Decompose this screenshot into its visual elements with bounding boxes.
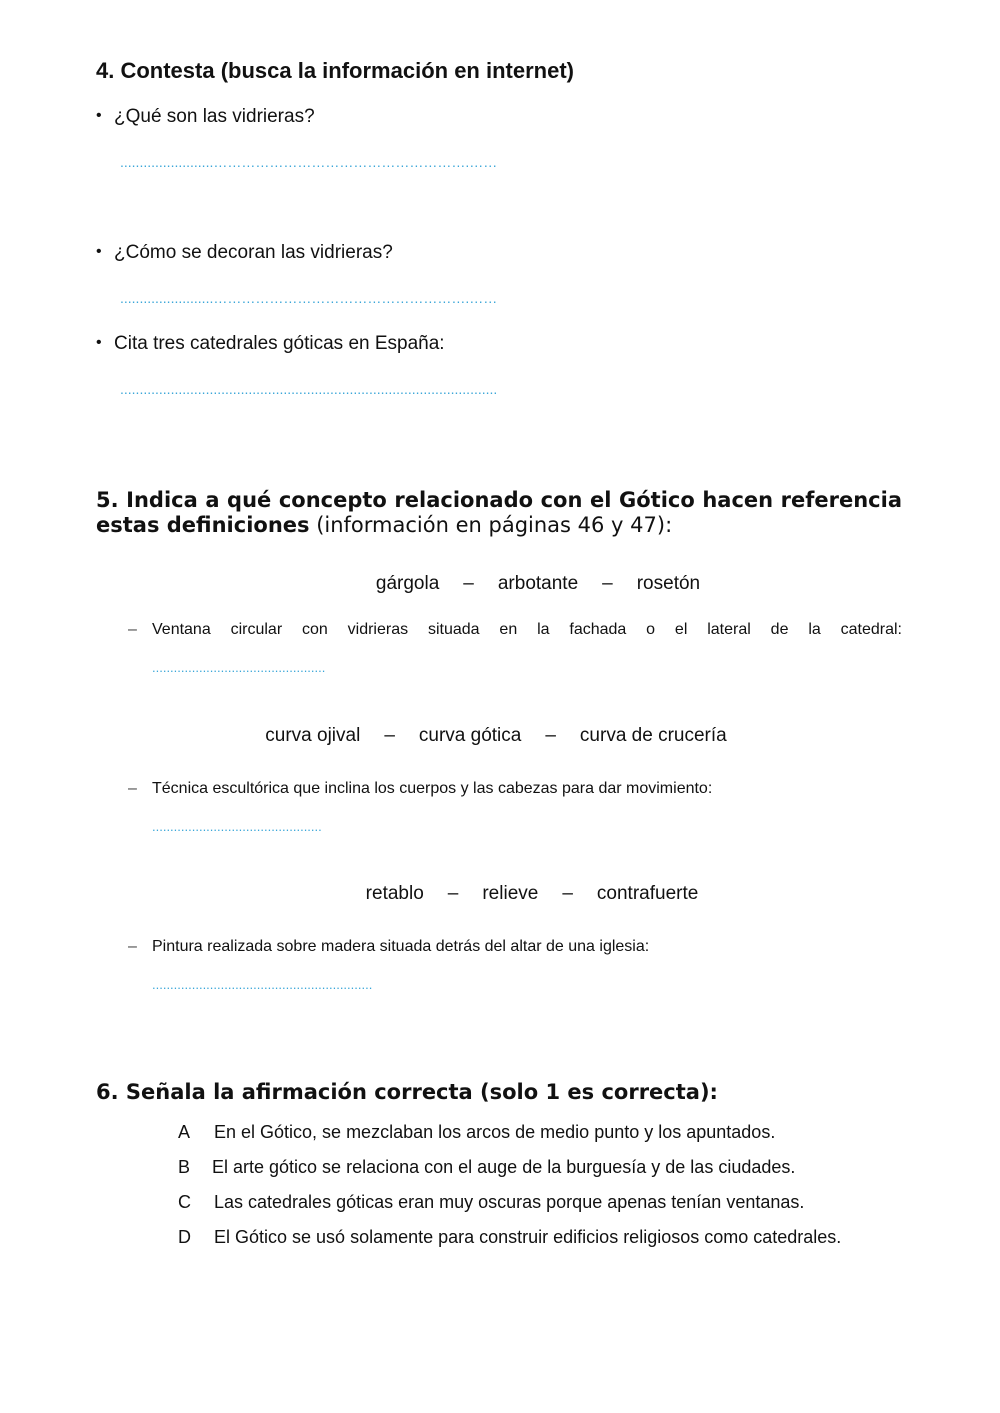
bullet-icon: • (96, 243, 102, 260)
q5-options-2 (0, 725, 996, 747)
dash-marker: – (128, 938, 137, 955)
q4-item-2 (96, 242, 393, 264)
q4-item-2-text: ¿Cómo se decoran las vidrieras? (114, 242, 393, 263)
q6-choice-d[interactable] (178, 1227, 841, 1248)
q4-item-1 (96, 106, 315, 128)
option-curva-ojival: curva ojival (265, 725, 361, 746)
q4-answer-line-2[interactable]: ........................……………………………………………….…… (120, 290, 498, 306)
choice-text: El arte gótico se relaciona con el auge de la burguesía y de las ciudades. (212, 1157, 796, 1177)
bullet-icon: • (96, 107, 102, 124)
q5-answer-line-3[interactable]: ............................................................. (152, 977, 373, 992)
q5-options-1 (38, 573, 1000, 595)
q4-item-1-text: ¿Qué son las vidrieras? (114, 106, 315, 127)
question-5-heading-bold: 5. Indica a qué concepto relacionado con el Gótico hacen referencia estas definiciones (96, 488, 902, 537)
dash-marker: – (128, 780, 137, 797)
option-separator: – (602, 573, 613, 594)
q5-answer-line-1[interactable]: ................................................ (152, 660, 326, 675)
q5-definition-2 (128, 780, 902, 798)
option-curva-de-cruceria: curva de crucería (579, 725, 727, 746)
q4-answer-line-3[interactable]: ................................................................................................. (120, 381, 498, 397)
q5-definition-1 (128, 621, 902, 639)
option-separator: – (447, 883, 459, 904)
option-relieve: relieve (482, 883, 539, 904)
q5-definition-1-text: Ventana circular con vidrieras situada en la fachada o el lateral de la catedral: (152, 621, 902, 638)
option-curva-gotica: curva gótica (418, 725, 522, 746)
q5-answer-line-2[interactable]: ............................................... (152, 819, 322, 834)
choice-letter: D (178, 1227, 191, 1247)
option-separator: – (463, 573, 474, 594)
choice-letter: A (178, 1122, 191, 1142)
q5-definition-3-text: Pintura realizada sobre madera situada detrás del altar de una iglesia: (152, 938, 650, 955)
q5-definition-3 (128, 938, 902, 956)
dash-marker: – (128, 621, 137, 638)
question-5-heading (96, 488, 902, 538)
q5-definition-2-text: Técnica escultórica que inclina los cuerpos y las cabezas para dar movimiento: (152, 780, 713, 797)
option-retablo: retablo (365, 883, 424, 904)
question-6-heading: 6. Señala la afirmación correcta (solo 1 es correcta): (96, 1080, 718, 1104)
bullet-icon: • (96, 334, 102, 351)
option-arbotante: arbotante (497, 573, 579, 594)
question-5-heading-note: (información en páginas 46 y 47): (309, 513, 673, 537)
option-gargola: gárgola (375, 573, 440, 594)
q4-answer-line-1[interactable]: ........................……………………………………………….…… (120, 154, 498, 170)
option-separator: – (384, 725, 395, 746)
option-contrafuerte: contrafuerte (596, 883, 699, 904)
choice-text: Las catedrales góticas eran muy oscuras porque apenas tenían ventanas. (214, 1192, 805, 1212)
question-4-heading: 4. Contesta (busca la información en internet) (96, 58, 574, 83)
choice-letter: B (178, 1157, 191, 1177)
option-separator: – (545, 725, 556, 746)
q6-choice-b[interactable] (178, 1157, 795, 1178)
q6-choice-c[interactable] (178, 1192, 804, 1213)
q4-item-3 (96, 333, 445, 355)
option-roseton: rosetón (636, 573, 701, 594)
option-separator: – (562, 883, 573, 904)
q6-choice-a[interactable] (178, 1122, 775, 1143)
choice-text: En el Gótico, se mezclaban los arcos de medio punto y los apuntados. (214, 1122, 776, 1142)
choice-text: El Gótico se usó solamente para construir edificios religiosos como catedrales. (214, 1227, 842, 1247)
q4-item-3-text: Cita tres catedrales góticas en España: (114, 333, 445, 354)
choice-letter: C (178, 1192, 191, 1212)
q5-options-3 (32, 883, 1000, 905)
